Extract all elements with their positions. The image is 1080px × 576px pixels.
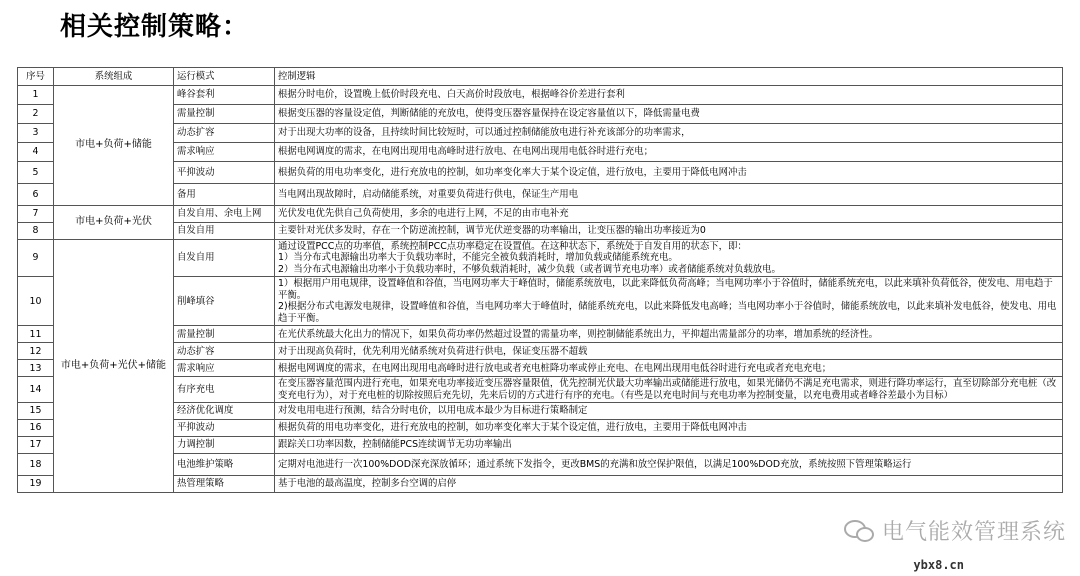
row-mode: 需量控制 — [174, 105, 275, 124]
row-no: 11 — [18, 326, 54, 343]
row-mode: 平抑波动 — [174, 420, 275, 437]
row-no: 4 — [18, 143, 54, 162]
row-logic: 对发电用电进行预测，结合分时电价，以用电成本最少为目标进行策略制定 — [275, 403, 1063, 420]
row-no: 7 — [18, 206, 54, 223]
row-no: 12 — [18, 343, 54, 360]
table-row — [18, 420, 1063, 437]
row-mode: 备用 — [174, 184, 275, 206]
row-mode: 自发自用、余电上网 — [174, 206, 275, 223]
row-mode: 自发自用 — [174, 223, 275, 240]
row-no: 10 — [18, 277, 54, 326]
row-no: 3 — [18, 124, 54, 143]
system-group-2: 市电+负荷+光伏 — [54, 206, 174, 240]
page-title: 相关控制策略： — [60, 12, 250, 42]
row-no: 5 — [18, 162, 54, 184]
row-mode: 动态扩容 — [174, 343, 275, 360]
row-mode: 削峰填谷 — [174, 277, 275, 326]
row-logic: 当电网出现故障时，启动储能系统，对重要负荷进行供电，保证生产用电 — [275, 184, 1063, 206]
row-logic: 主要针对光伏多发时，存在一个防逆流控制，调节光伏逆变器的功率输出，让变压器的输出功率接近为0 — [275, 223, 1063, 240]
row-mode: 电池维护策略 — [174, 454, 275, 476]
row-logic: 根据分时电价，设置晚上低价时段充电、白天高价时段放电，根据峰谷价差进行套利 — [275, 86, 1063, 105]
header-no: 序号 — [18, 68, 54, 86]
table-row — [18, 360, 1063, 377]
table-row — [18, 86, 1063, 105]
row-no: 9 — [18, 240, 54, 277]
row-mode: 有序充电 — [174, 377, 275, 403]
row-mode: 峰谷套利 — [174, 86, 275, 105]
header-system: 系统组成 — [54, 68, 174, 86]
row-logic: 在变压器容量范围内进行充电，如果充电功率接近变压器容量限值，优先控制光伏最大功率输出或储能进行放电，如果光储仍不满足充电需求，则进行降功率运行，直至切除部分充电桩（改变充电行为），对于充电桩的切除按照后充先切，先来后切的方式进行有序的充电。（有些是以充电时间与充电功率为控制变量，以充电费用或者峰谷差最小为目标） — [275, 377, 1063, 403]
row-logic: 根据负荷的用电功率变化，进行充放电的控制，如功率变化率大于某个设定值，进行放电，主要用于降低电网冲击 — [275, 162, 1063, 184]
site-watermark: ybx8.cn — [913, 558, 964, 572]
watermark — [844, 515, 1066, 546]
row-logic: 定期对电池进行一次100%DOD深充深放循环；通过系统下发指令，更改BMS的充满和放空保护限值，以满足100%DOD充放，系统按照下管理策略运行 — [275, 454, 1063, 476]
row-mode: 热管理策略 — [174, 476, 275, 493]
table-row — [18, 206, 1063, 223]
row-no: 17 — [18, 437, 54, 454]
row-mode: 动态扩容 — [174, 124, 275, 143]
row-no: 1 — [18, 86, 54, 105]
row-no: 15 — [18, 403, 54, 420]
row-logic: 根据电网调度的需求，在电网出现用电高峰时进行放电或者充电桩降功率或停止充电、在电网出现用电低谷时进行充电或者充电充电； — [275, 360, 1063, 377]
row-logic: 对于出现高负荷时，优先利用光储系统对负荷进行供电，保证变压器不超载 — [275, 343, 1063, 360]
row-logic: 根据负荷的用电功率变化，进行充放电的控制，如功率变化率大于某个设定值，进行放电，主要用于降低电网冲击 — [275, 420, 1063, 437]
row-no: 16 — [18, 420, 54, 437]
table-row — [18, 143, 1063, 162]
watermark-text: 电气能效管理系统 — [881, 520, 1066, 545]
table-row — [18, 162, 1063, 184]
system-group-3: 市电+负荷+光伏+储能 — [54, 240, 174, 493]
row-logic: 对于出现大功率的设备，且持续时间比较短时，可以通过控制储能放电进行补充该部分的功率需求， — [275, 124, 1063, 143]
table-row — [18, 124, 1063, 143]
table-row — [18, 223, 1063, 240]
row-mode: 需求响应 — [174, 143, 275, 162]
row-no: 2 — [18, 105, 54, 124]
row-mode: 需求响应 — [174, 360, 275, 377]
row-no: 19 — [18, 476, 54, 493]
row-logic: 光伏发电优先供自己负荷使用，多余的电进行上网，不足的由市电补充 — [275, 206, 1063, 223]
header-logic: 控制逻辑 — [275, 68, 1063, 86]
row-logic: 跟踪关口功率因数，控制储能PCS连续调节无功功率输出 — [275, 437, 1063, 454]
table-row — [18, 240, 1063, 277]
row-logic: 根据电网调度的需求，在电网出现用电高峰时进行放电、在电网出现用电低谷时进行充电； — [275, 143, 1063, 162]
wechat-icon — [844, 518, 876, 544]
row-no: 6 — [18, 184, 54, 206]
row-no: 13 — [18, 360, 54, 377]
table-row — [18, 105, 1063, 124]
table-row — [18, 326, 1063, 343]
row-no: 14 — [18, 377, 54, 403]
row-mode: 自发自用 — [174, 240, 275, 277]
row-logic: 基于电池的最高温度，控制多台空调的启停 — [275, 476, 1063, 493]
row-mode: 力调控制 — [174, 437, 275, 454]
row-mode: 经济优化调度 — [174, 403, 275, 420]
row-logic: 在光伏系统最大化出力的情况下，如果负荷功率仍然超过设置的需量功率，则控制储能系统出力，平抑超出需量部分的功率，增加系统的经济性。 — [275, 326, 1063, 343]
system-group-1: 市电+负荷+储能 — [54, 86, 174, 206]
table-row — [18, 277, 1063, 326]
table-row — [18, 454, 1063, 476]
table-row — [18, 437, 1063, 454]
row-no: 18 — [18, 454, 54, 476]
row-logic: 通过设置PCC点的功率值，系统控制PCC点功率稳定在设置值。在这种状态下，系统处于自发自用的状态下，即： 1）当分布式电源输出功率大于负载功率时，不能完全被负载消耗时，增加负载或储能系统充电。 2）当分布式电源输出功率小于负载功率时，不够负载消耗时，减少负载（或者调节充电功率）或者储能系统对负载放电。 — [275, 240, 1063, 277]
table-row — [18, 184, 1063, 206]
row-logic: 根据变压器的容量设定值，判断储能的充放电，使得变压器容量保持在设定容量值以下，降低需量电费 — [275, 105, 1063, 124]
table-row — [18, 377, 1063, 403]
table-row — [18, 403, 1063, 420]
row-mode: 平抑波动 — [174, 162, 275, 184]
row-logic: 1）根据用户用电规律，设置峰值和谷值，当电网功率大于峰值时，储能系统放电，以此来降低负荷高峰；当电网功率小于谷值时，储能系统充电，以此来填补负荷低谷，使发电、用电趋于平衡。 2)根据分布式电源发电规律，设置峰值和谷值，当电网功率大于峰值时，储能系统充电，以此来降低发电高峰；当电网功率小于谷值时，储能系统放电，以此来填补发电低谷，使发电、用电趋于平衡。 — [275, 277, 1063, 326]
header-mode: 运行模式 — [174, 68, 275, 86]
table-row — [18, 343, 1063, 360]
strategy-table — [17, 67, 1063, 493]
row-no: 8 — [18, 223, 54, 240]
table-row — [18, 476, 1063, 493]
row-mode: 需量控制 — [174, 326, 275, 343]
table-header-row — [18, 68, 1063, 86]
